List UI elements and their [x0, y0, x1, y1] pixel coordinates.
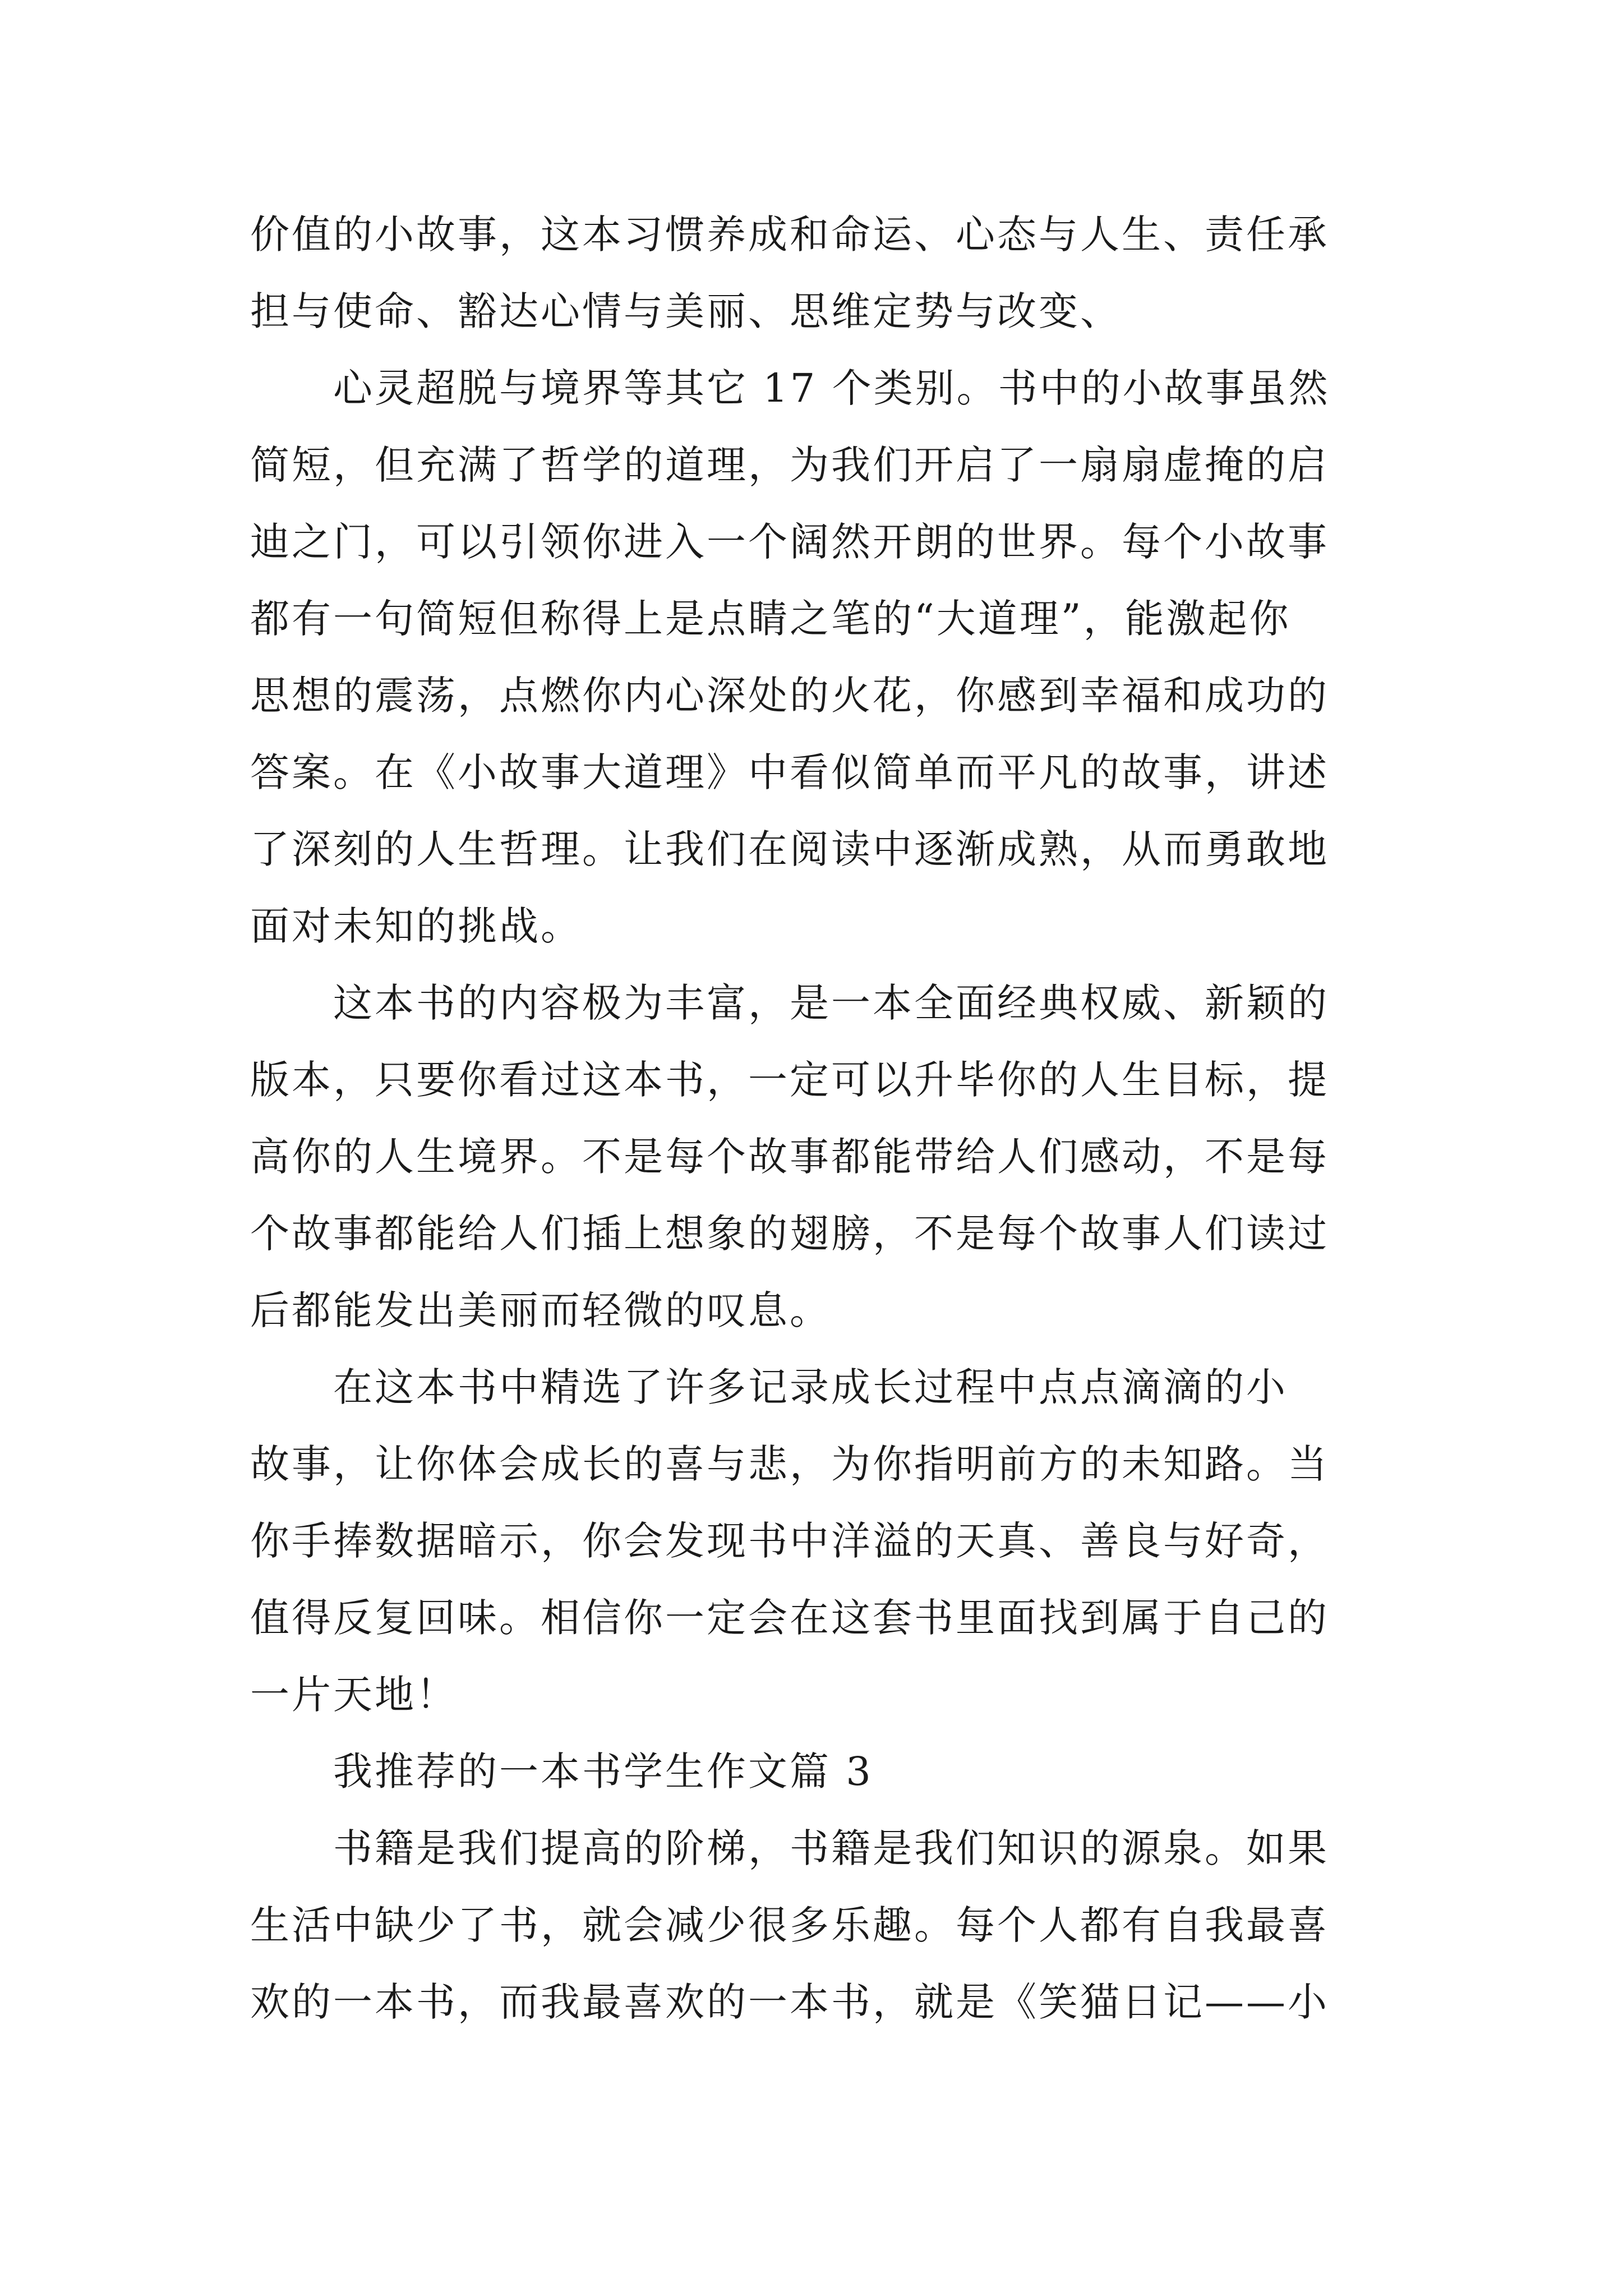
text-line: 版本，只要你看过这本书，一定可以升毕你的人生目标，提 [250, 1057, 1329, 1103]
text-line: 后都能发出美丽而轻微的叹息。 [250, 1287, 831, 1333]
text-line: 个故事都能给人们插上想象的翅膀，不是每个故事人们读过 [250, 1211, 1329, 1257]
text-line: 故事，让你体会成长的喜与悲，为你指明前方的未知路。当 [250, 1441, 1329, 1487]
text-line: 你手捧数据暗示，你会发现书中洋溢的天真、善良与好奇， [250, 1518, 1329, 1564]
text-line: 担与使命、豁达心情与美丽、思维定势与改变、 [250, 288, 1122, 334]
paragraph-start-line: 这本书的内容极为丰富，是一本全面经典权威、新颖的 [333, 980, 1329, 1026]
text-line: 思想的震荡，点燃你内心深处的火花，你感到幸福和成功的 [250, 673, 1329, 719]
text-line: 迪之门，可以引领你进入一个阔然开朗的世界。每个小故事 [250, 519, 1329, 565]
text-line: 都有一句简短但称得上是点睛之笔的“大道理”，能激起你 [250, 596, 1291, 642]
paragraph-start-line: 书籍是我们提高的阶梯，书籍是我们知识的源泉。如果 [333, 1825, 1329, 1871]
section-heading: 我推荐的一本书学生作文篇 3 [333, 1749, 873, 1795]
text-line: 生活中缺少了书，就会减少很多乐趣。每个人都有自我最喜 [250, 1902, 1329, 1948]
text-line: 欢的一本书，而我最喜欢的一本书，就是《笑猫日记——小 [250, 1979, 1329, 2025]
text-line: 答案。在《小故事大道理》中看似简单而平凡的故事，讲述 [250, 749, 1329, 795]
text-line: 价值的小故事，这本习惯养成和命运、心态与人生、责任承 [250, 211, 1329, 257]
text-line: 简短，但充满了哲学的道理，为我们开启了一扇扇虚掩的启 [250, 442, 1329, 488]
text-line: 了深刻的人生哲理。让我们在阅读中逐渐成熟，从而勇敢地 [250, 826, 1329, 872]
paragraph-start-line: 心灵超脱与境界等其它 17 个类别。书中的小故事虽然 [333, 365, 1330, 411]
text-line: 面对未知的挑战。 [250, 903, 582, 949]
text-line: 一片天地！ [250, 1672, 458, 1718]
paragraph-start-line: 在这本书中精选了许多记录成长过程中点点滴滴的小 [333, 1364, 1288, 1410]
text-line: 高你的人生境界。不是每个故事都能带给人们感动，不是每 [250, 1134, 1329, 1180]
body-text [250, 196, 1405, 2041]
text-line: 值得反复回味。相信你一定会在这套书里面找到属于自己的 [250, 1595, 1329, 1641]
